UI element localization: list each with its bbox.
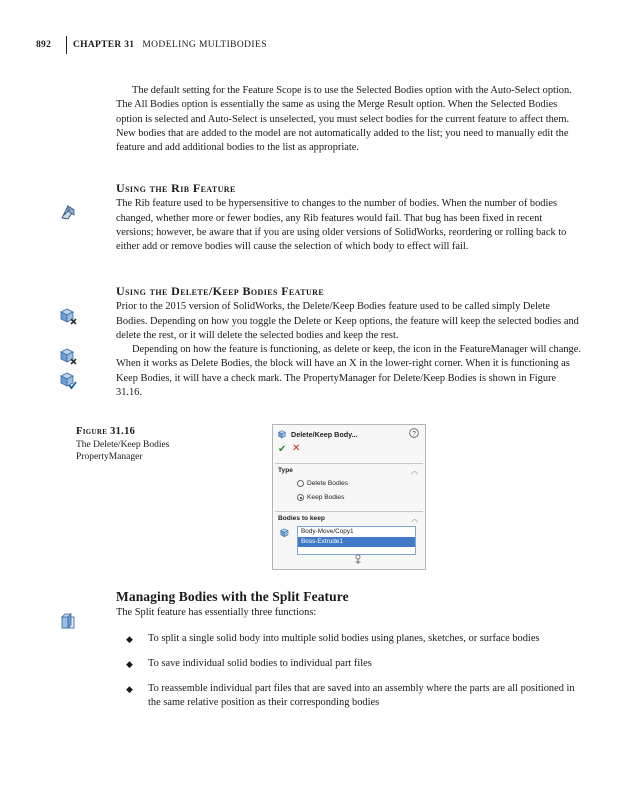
rib-heading: Using the Rib Feature [116,181,236,195]
diamond-bullet-icon: ◆ [126,684,133,695]
solid-bodies-icon [279,527,291,539]
pm-title-bar [277,429,358,440]
intro-paragraph: The default setting for the Feature Scope is to use the Selected Bodies option with the Auto-Select option. The All Bodies option is essentially the same as using the Merge Result option. When the Selected Bodies option is selected and Auto-Select is unselected, you must select bodies for the current feature to affect them. New bodies that are added to the model are not automatically added to the list; you need to manually edit the feature and add additional bodies to the list as appropriate. [116,85,572,154]
intro-section [116,84,582,155]
split-intro: The Split feature has essentially three functions: [116,607,317,619]
split-feature-icon [58,612,78,632]
figure-caption-line-1: The Delete/Keep Bodies [76,439,170,450]
pm-title: Delete/Keep Body... [291,430,358,439]
delete-keep-heading: Using the Delete/Keep Bodies Feature [116,284,325,298]
body-list-item-selected[interactable]: Boss-Extrude1 [298,537,415,547]
split-heading: Managing Bodies with the Split Feature [116,589,349,604]
chapter-title: MODELING MULTIBODIES [142,40,267,50]
resize-handle-icon[interactable] [353,553,363,565]
type-group-title: Type [278,467,293,474]
rib-section [116,181,582,254]
collapse-chevron-icon[interactable]: ︿ [411,516,418,523]
split-bullet-text: To split a single solid body into multiple solid bodies using planes, sketches, or surface bodies [148,632,540,644]
keep-bodies-radio[interactable] [297,494,304,501]
cancel-x-icon[interactable]: ✕ [292,443,301,454]
split-bullet-2 [116,657,582,671]
diamond-bullet-icon: ◆ [126,633,133,644]
keep-bodies-label: Keep Bodies [307,494,345,501]
delete-keep-section [116,284,582,400]
bodies-list[interactable] [297,526,416,555]
chapter-label: CHAPTER 31 [73,40,135,50]
keep-bodies-option[interactable] [297,494,344,501]
delete-keep-body-icon [277,429,288,440]
delete-bodies-option[interactable] [297,480,348,487]
page-number: 892 [36,40,52,50]
split-bullet-1 [116,632,582,646]
collapse-chevron-icon[interactable]: ︿ [411,468,418,475]
property-manager-panel [272,424,426,570]
diamond-bullet-icon: ◆ [126,658,133,669]
running-header [36,36,267,54]
help-icon[interactable] [409,428,419,438]
figure-caption [76,426,246,464]
keep-bodies-check-icon [58,370,78,390]
split-bullet-text: To reassemble individual part files that are saved into an assembly where the parts are all positioned in the same relative position as their corresponding bodies [148,683,575,709]
ok-check-icon[interactable]: ✔ [278,444,287,455]
body-list-item[interactable]: Body-Move/Copy1 [301,528,354,535]
rib-feature-icon [58,202,78,222]
delete-bodies-label: Delete Bodies [307,480,349,487]
split-bullet-3 [116,682,582,711]
delete-keep-paragraph-1: Prior to the 2015 version of SolidWorks, the Delete/Keep Bodies feature used to be called simply Delete Bodies. Depending on how you toggle the Delete or Keep options, the feature will keep the selected bodies and delete the rest, or it will delete the selected bodies and keep the rest. [116,301,579,341]
header-divider [66,36,67,54]
svg-text:?: ? [412,430,416,438]
split-bullet-text: To save individual solid bodies to individual part files [148,657,372,669]
split-section [116,590,582,711]
delete-keep-paragraph-2: Depending on how the feature is functioning, as delete or keep, the icon in the FeatureManager will change. When it works as Delete Bodies, the block will have an X in the lower-right corner. When it is functioning as Keep Bodies, it will have a check mark. The PropertyManager for Delete/Keep Bodies is shown in Figure 31.16. [116,344,581,399]
delete-bodies-icon [58,306,78,326]
rib-paragraph: The Rib feature used to be hypersensitive to changes to the number of bodies. When the number of bodies changed, whether more or fewer bodies, any Rib features would fail. That bug has been fixed in recent versions; however, be aware that if you are using older versions of SolidWorks, reordering or rolling back to either add or remove bodies will cause the selection of which body to effect will fail. [116,198,567,253]
delete-bodies-x-icon [58,346,78,366]
figure-caption-line-2: PropertyManager [76,452,143,462]
figure-label: Figure 31.16 [76,426,136,437]
delete-bodies-radio[interactable] [297,480,304,487]
bodies-group-title: Bodies to keep [278,515,325,522]
type-group [275,463,423,512]
